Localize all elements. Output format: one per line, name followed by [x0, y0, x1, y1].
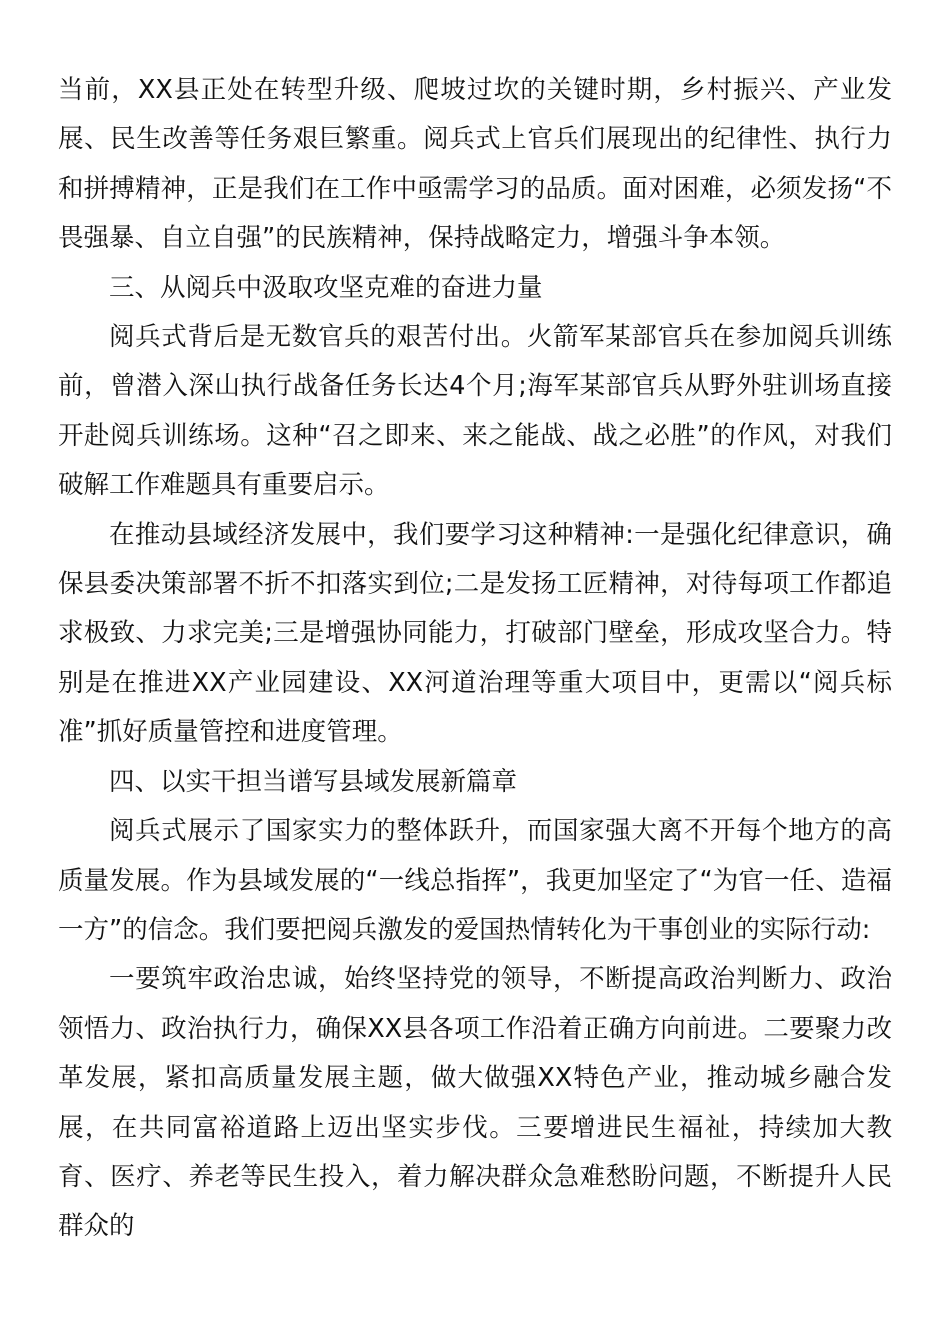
section-heading-4: 四、以实干担当谱写县域发展新篇章 [109, 766, 518, 797]
document-body [58, 66, 892, 1252]
paragraph-continuation: 当前，XX县正处在转型升级、爬坡过坎的关键时期，乡村振兴、产业发展、民生改善等任务艰巨繁重。阅兵式上官兵们展现出的纪律性、执行力和拼搏精神，正是我们在工作中亟需学习的品质。面对困难，必须发扬“不畏强暴、自立自强”的民族精神，保持战略定力，增强斗争本领。 [58, 75, 892, 254]
paragraph: 阅兵式背后是无数官兵的艰苦付出。火箭军某部官兵在参加阅兵训练前，曾潜入深山执行战备任务长达4个月;海军某部官兵从野外驻训场直接开赴阅兵训练场。这种“召之即来、来之能战、战之必胜”的作风，对我们破解工作难题具有重要启示。 [58, 322, 892, 501]
paragraph: 一要筑牢政治忠诚，始终坚持党的领导，不断提高政治判断力、政治领悟力、政治执行力，确保XX县各项工作沿着正确方向前进。二要聚力改革发展，紧扣高质量发展主题，做大做强XX特色产业，推动城乡融合发展，在共同富裕道路上迈出坚实步伐。三要增进民生福祉，持续加大教育、医疗、养老等民生投入，着力解决群众急难愁盼问题，不断提升人民群众的 [58, 964, 892, 1242]
section-heading-3: 三、从阅兵中汲取攻坚克难的奋进力量 [109, 272, 543, 303]
paragraph: 阅兵式展示了国家实力的整体跃升，而国家强大离不开每个地方的高质量发展。作为县域发展的“一线总指挥”，我更加坚定了“为官一任、造福一方”的信念。我们要把阅兵激发的爱国热情转化为干事创业的实际行动: [58, 816, 892, 945]
paragraph: 在推动县域经济发展中，我们要学习这种精神:一是强化纪律意识，确保县委决策部署不折不扣落实到位;二是发扬工匠精神，对待每项工作都追求极致、力求完美;三是增强协同能力，打破部门壁垒，形成攻坚合力。特别是在推进XX产业园建设、XX河道治理等重大项目中，更需以“阅兵标准”抓好质量管控和进度管理。 [58, 519, 892, 748]
